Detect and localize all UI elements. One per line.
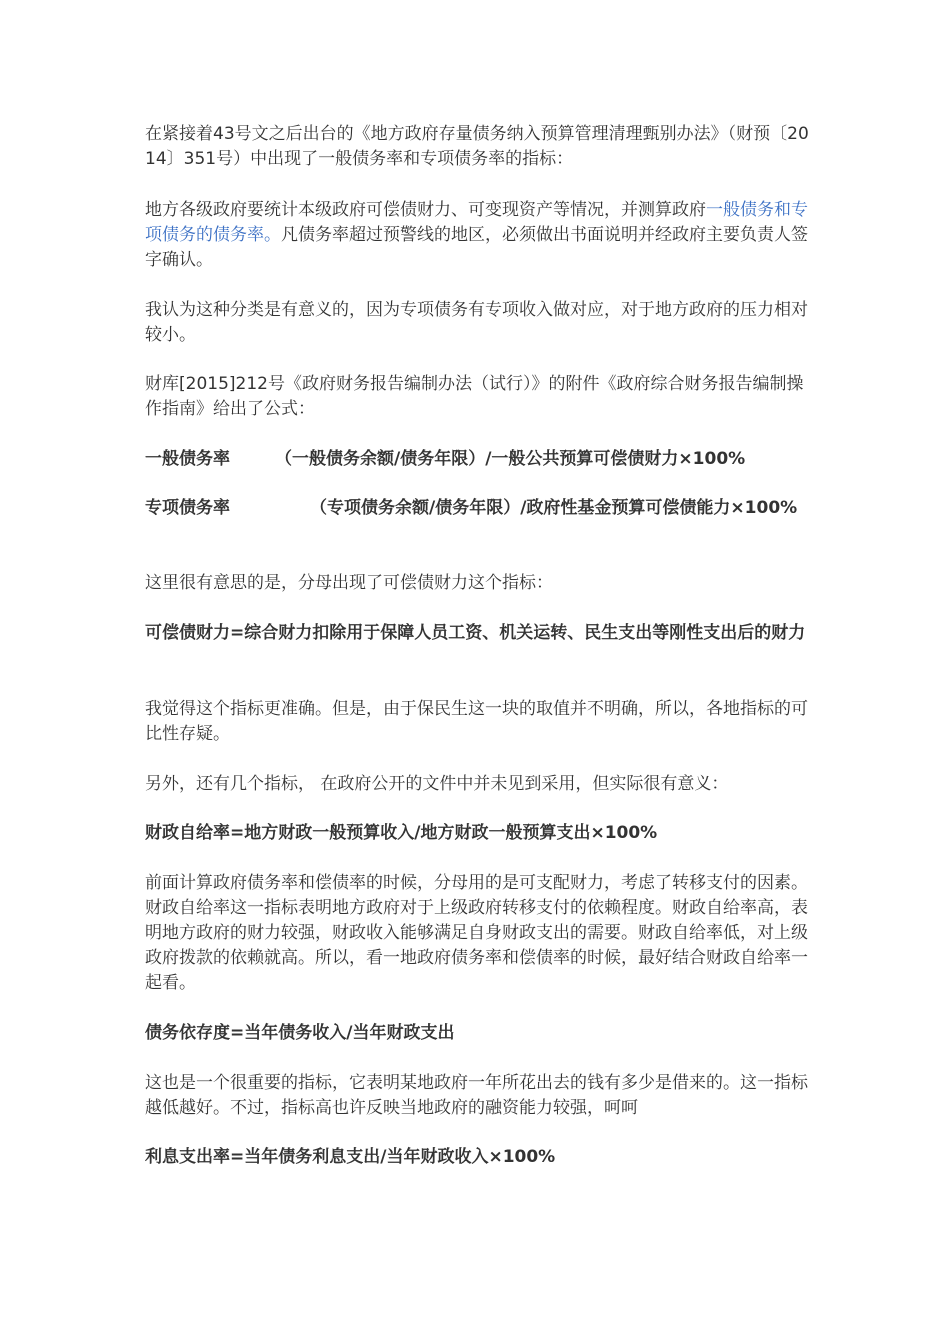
debt-ratio-link[interactable]: 一般债务和专项债务的债务率。	[145, 200, 808, 245]
paragraph-requirement	[145, 198, 813, 273]
formula-debt-dependency: 债务依存度=当年债务收入/当年财政支出	[145, 1023, 455, 1043]
paragraph-opinion: 我认为这种分类是有意义的，因为专项债务有专项收入做对应，对于地方政府的压力相对较小。	[145, 300, 808, 345]
paragraph-denominator: 这里很有意思的是，分母出现了可偿债财力这个指标：	[145, 573, 553, 593]
paragraph-guideline: 财库[2015]212号《政府财务报告编制办法（试行）》的附件《政府综合财务报告编制操作指南》给出了公式：	[145, 374, 804, 419]
paragraph-self-sufficiency: 前面计算政府债务率和偿债率的时候，分母用的是可支配财力，考虑了转移支付的因素。财政自给率这一指标表明地方政府对于上级政府转移支付的依赖程度。财政自给率高，表明地方政府的财力较强，财政收入能够满足自身财政支出的需要。财政自给率低，对上级政府拨款的依赖就高。所以，看一地政府债务率和偿债率的时候，最好结合财政自给率一起看。	[145, 873, 808, 993]
paragraph-other-indicators: 另外，还有几个指标， 在政府公开的文件中并未见到采用，但实际很有意义：	[145, 774, 729, 794]
paragraph-accuracy: 我觉得这个指标更准确。但是，由于保民生这一块的取值并不明确，所以，各地指标的可比性存疑。	[145, 699, 808, 744]
formula-interest-ratio: 利息支出率=当年债务利息支出/当年财政收入×100%	[145, 1147, 556, 1167]
paragraph-intro: 在紧接着43号文之后出台的《地方政府存量债务纳入预算管理清理甄别办法》（财预〔2014〕351号）中出现了一般债务率和专项债务率的指标：	[145, 124, 809, 169]
formula-general-debt-ratio	[145, 447, 813, 472]
requirement-text-start: 地方各级政府要统计本级政府可偿债财力、可变现资产等情况，并测算政府	[145, 200, 706, 220]
formula-label: 专项债务率	[145, 498, 230, 518]
formula-self-sufficiency: 财政自给率=地方财政一般预算收入/地方财政一般预算支出×100%	[145, 823, 658, 843]
formula-repayment-capacity: 可偿债财力=综合财力扣除用于保障人员工资、机关运转、民生支出等刚性支出后的财力	[145, 623, 806, 643]
requirement-text-end: 凡债务率超过预警线的地区，必须做出书面说明并经政府主要负责人签字确认。	[145, 225, 808, 270]
formula-label: 一般债务率	[145, 449, 230, 469]
paragraph-dependency: 这也是一个很重要的指标，它表明某地政府一年所花出去的钱有多少是借来的。这一指标越低越好。不过，指标高也许反映当地政府的融资能力较强，呵呵	[145, 1073, 808, 1118]
formula-expression: （一般债务余额/债务年限）/一般公共预算可偿债财力×100%	[275, 449, 746, 469]
formula-special-debt-ratio	[145, 496, 813, 521]
formula-expression: （专项债务余额/债务年限）/政府性基金预算可偿债能力×100%	[310, 498, 798, 518]
